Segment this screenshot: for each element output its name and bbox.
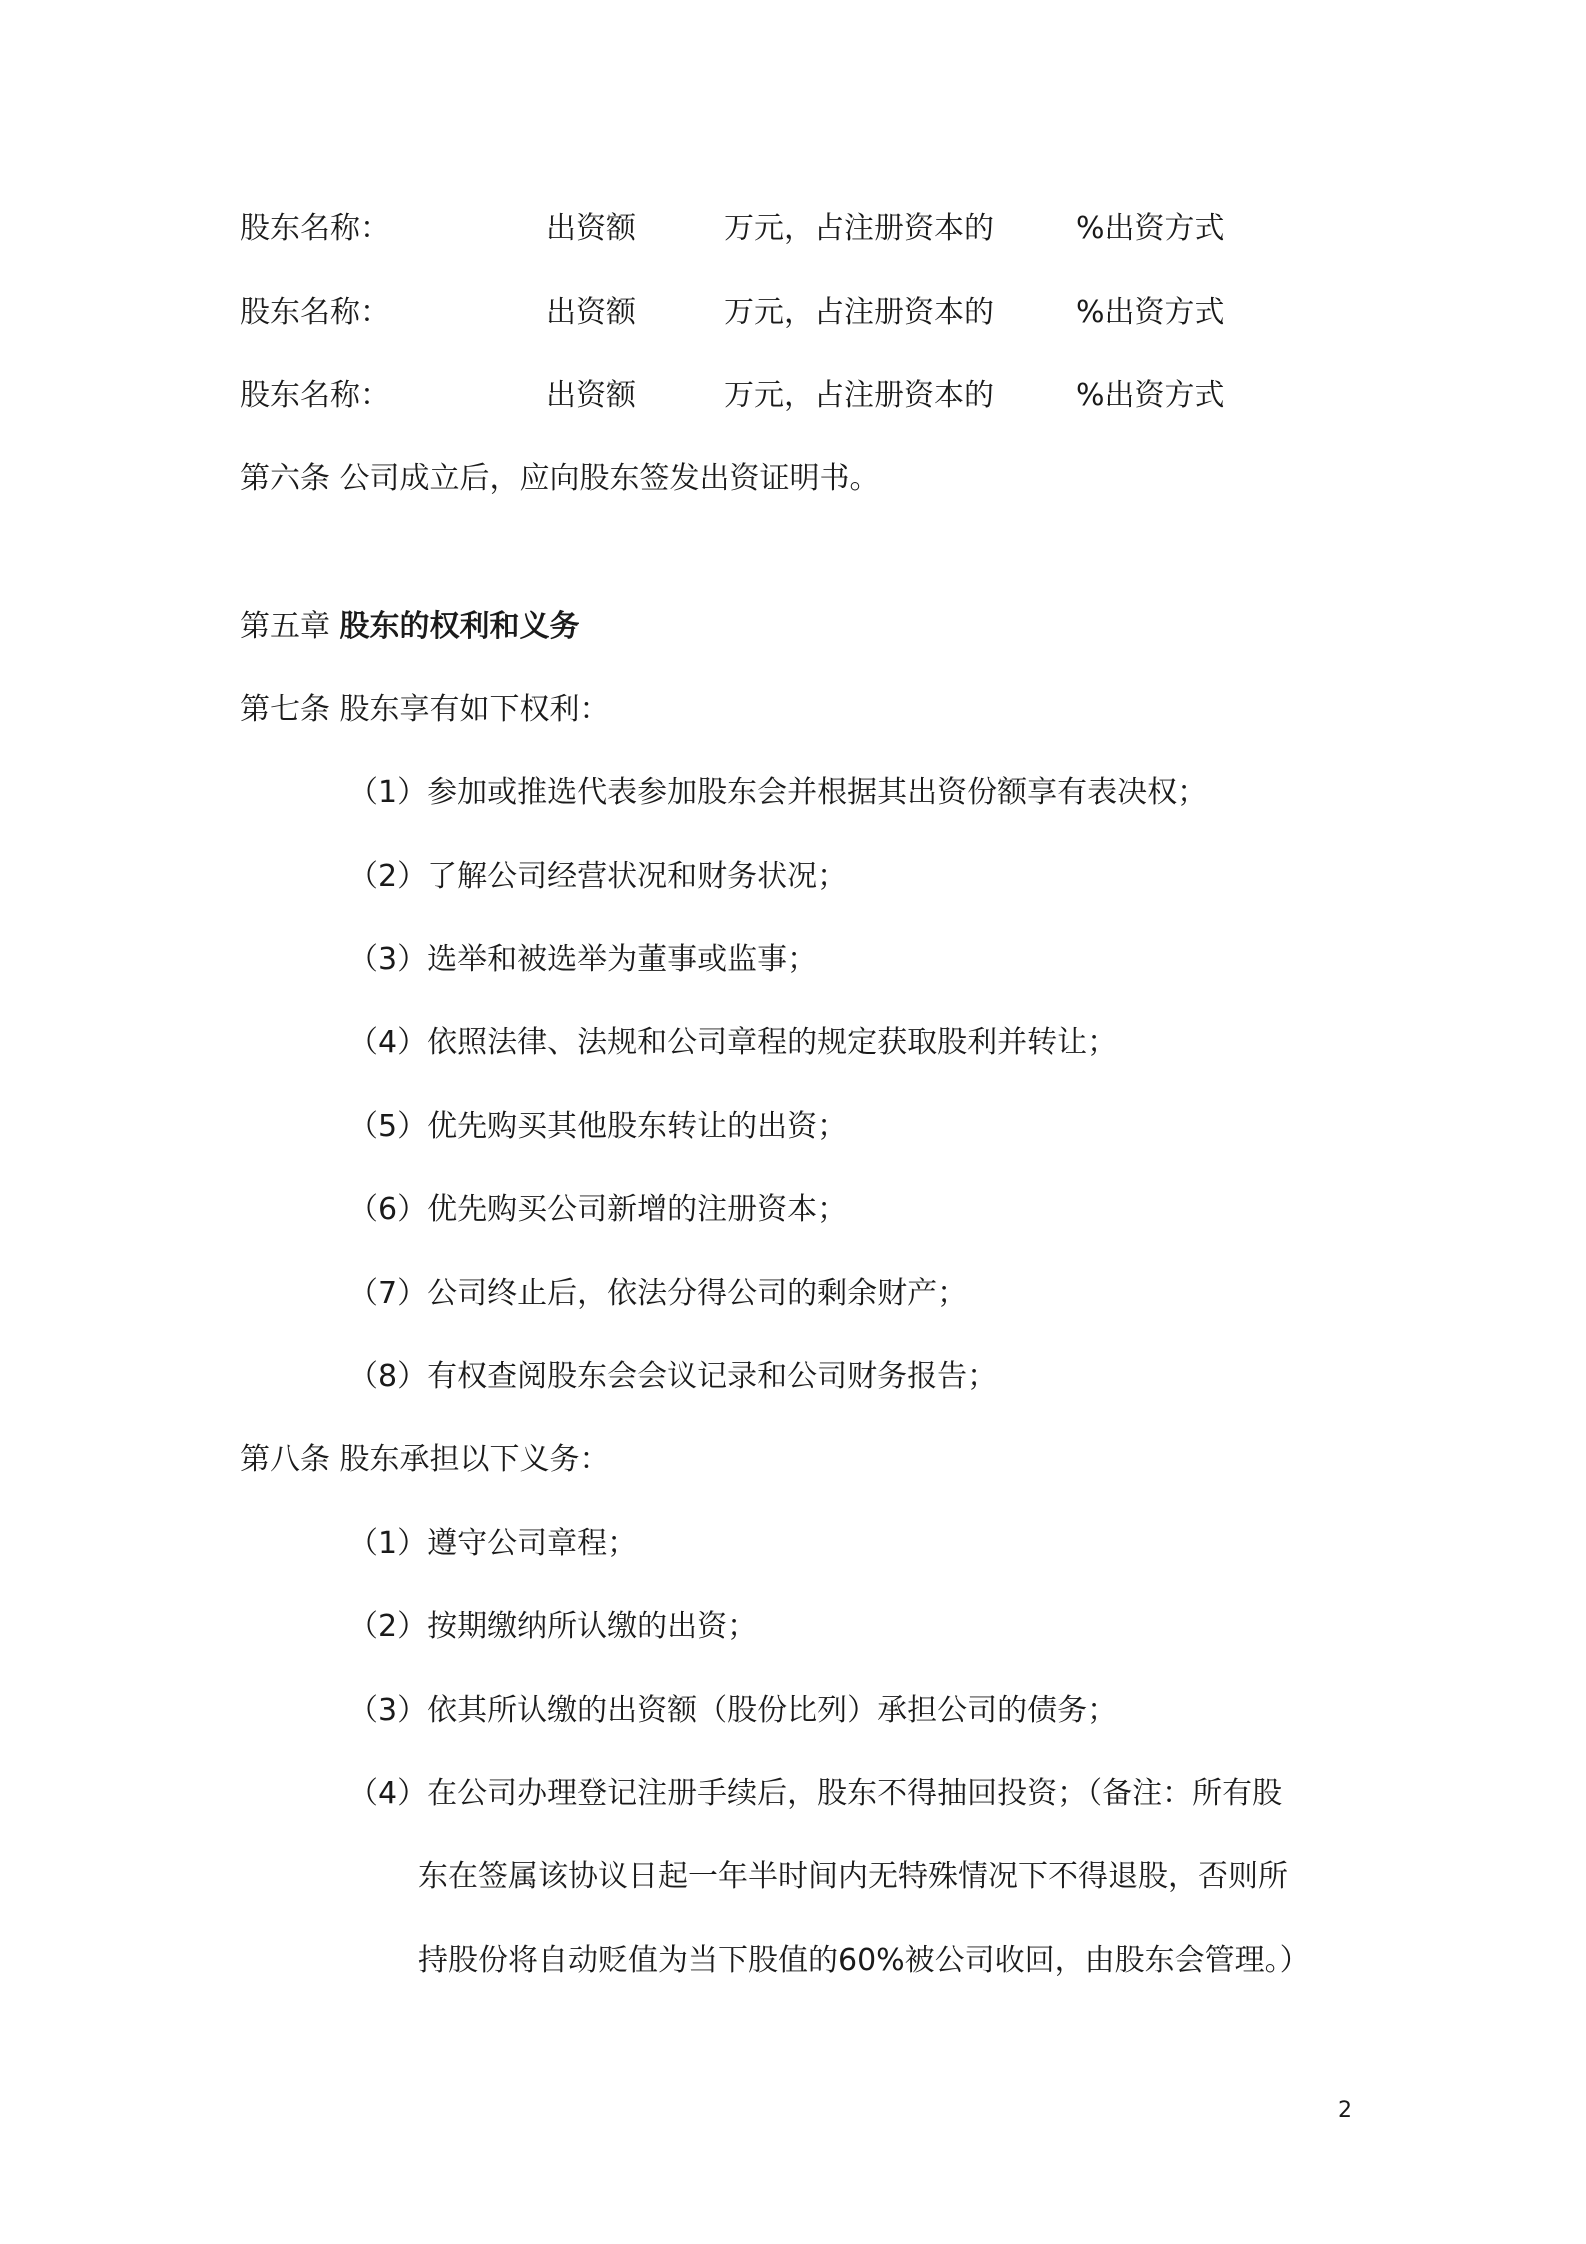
list-item: （2）了解公司经营状况和财务状况；: [348, 859, 848, 894]
list-item: （4）在公司办理登记注册手续后，股东不得抽回投资；（备注：所有股: [348, 1776, 1283, 1811]
article-8-heading: [240, 1440, 610, 1480]
list-item: （1）遵守公司章程；: [348, 1526, 638, 1561]
shareholder-name-label: 股东名称：: [240, 295, 390, 330]
list-item: （7）公司终止后，依法分得公司的剩余财产；: [348, 1276, 968, 1311]
list-item: （3）依其所认缴的出资额（股份比列）承担公司的债务；: [348, 1693, 1118, 1728]
contribution-method-label: %出资方式: [1076, 211, 1225, 246]
list-item-continuation: 东在签属该协议日起一年半时间内无特殊情况下不得退股，否则所: [418, 1859, 1288, 1894]
list-item: （6）优先购买公司新增的注册资本；: [348, 1192, 848, 1227]
shareholder-name-label: 股东名称：: [240, 378, 390, 413]
article-number: 第七条: [240, 692, 330, 727]
article-7-heading: [240, 690, 610, 730]
list-item: （4）依照法律、法规和公司章程的规定获取股利并转让；: [348, 1025, 1118, 1060]
list-item: （2）按期缴纳所认缴的出资；: [348, 1609, 758, 1644]
article-6: 第六条 公司成立后，应向股东签发出资证明书。: [240, 461, 880, 496]
capital-ratio-label: 万元，占注册资本的: [724, 378, 994, 413]
list-item: （8）有权查阅股东会会议记录和公司财务报告；: [348, 1359, 998, 1394]
chapter-heading: [240, 607, 580, 647]
capital-ratio-label: 万元，占注册资本的: [724, 211, 994, 246]
article-heading-text: 股东享有如下权利：: [339, 692, 610, 727]
list-item-continuation: 持股份将自动贬值为当下股值的60%被公司收回，由股东会管理。）: [418, 1943, 1310, 1978]
article-heading-text: 股东承担以下义务：: [339, 1442, 610, 1477]
article-number: 第八条: [240, 1442, 330, 1477]
contribution-method-label: %出资方式: [1076, 378, 1225, 413]
capital-ratio-label: 万元，占注册资本的: [724, 295, 994, 330]
contribution-amount-label: 出资额: [546, 211, 636, 246]
contribution-amount-label: 出资额: [546, 295, 636, 330]
list-item: （1）参加或推选代表参加股东会并根据其出资份额享有表决权；: [348, 775, 1208, 810]
shareholder-name-label: 股东名称：: [240, 211, 390, 246]
page-number: 2: [1338, 2098, 1352, 2123]
list-item: （3）选举和被选举为董事或监事；: [348, 942, 818, 977]
contribution-method-label: %出资方式: [1076, 295, 1225, 330]
list-item: （5）优先购买其他股东转让的出资；: [348, 1109, 848, 1144]
contribution-amount-label: 出资额: [546, 378, 636, 413]
chapter-title: 股东的权利和义务: [339, 609, 580, 644]
chapter-number: 第五章: [240, 609, 330, 644]
